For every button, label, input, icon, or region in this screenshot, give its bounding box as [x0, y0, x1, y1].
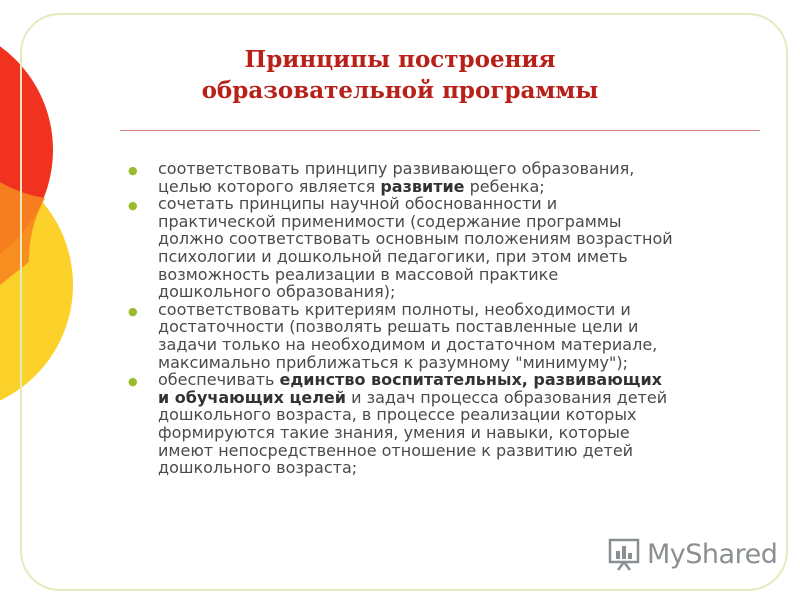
bullet-text: соответствовать принципу развивающего образования, [158, 159, 635, 178]
bullet-text: должно соответствовать основным положениям возрастной [158, 229, 673, 249]
bullet-line [158, 318, 768, 336]
bullet-line [158, 283, 768, 301]
bullet-line [158, 424, 768, 442]
bullet-line [158, 230, 768, 248]
bullet-line [158, 195, 768, 213]
bullet-line [158, 389, 768, 407]
bullet-text: и задач процесса образования детей [346, 387, 668, 407]
bullet-line [158, 213, 768, 231]
bullet-list [128, 160, 768, 477]
bullet-line [158, 371, 768, 389]
presentation-chart-icon [607, 537, 641, 571]
bullet-line [158, 160, 768, 178]
bullet-line [158, 266, 768, 284]
title-divider [120, 130, 760, 131]
bullet-dot-icon: ● [128, 164, 138, 177]
bullet-line [158, 301, 768, 319]
title-line-1: Принципы построения [244, 46, 556, 73]
bullet-text: целью которого является [158, 176, 381, 196]
bullet-line [158, 459, 768, 477]
bullet-text: ребенка; [464, 176, 545, 196]
bullet-text: психологии и дошкольной педагогики, при этом иметь [158, 246, 628, 266]
bold-text: развитие [380, 176, 465, 196]
bullet-dot-icon: ● [128, 375, 138, 389]
page-title [160, 44, 640, 106]
bullet-text: дошкольного образования); [158, 282, 396, 302]
bullet-text: обеспечивать [158, 370, 280, 390]
bullet-text: имеют непосредственное отношение к развитию детей [158, 440, 634, 460]
bullet-line [158, 336, 768, 354]
watermark-text: MyShared [647, 538, 778, 570]
bullet-item [128, 195, 768, 301]
title-line-2: образовательной программы [201, 77, 599, 104]
bullet-line [158, 248, 768, 266]
bullet-dot-icon: ● [128, 199, 138, 213]
bullet-item [128, 301, 768, 371]
bullet-text: сочетать принципы научной обоснованности и [158, 194, 558, 214]
bullet-text: дошкольного возраста, в процессе реализации которых [158, 405, 637, 425]
bullet-text: максимально приближаться к разумному "минимуму"); [158, 352, 628, 372]
bullet-text: достаточности (позволять решать поставленные цели и [158, 317, 639, 337]
bullet-dot-icon: ● [128, 304, 138, 318]
bullet-item [128, 160, 768, 195]
bullet-line [158, 178, 768, 196]
bullet-item [128, 371, 768, 477]
bullet-text: дошкольного возраста; [158, 458, 358, 478]
bullet-line [158, 406, 768, 424]
bold-text: единство воспитательных, развивающих [279, 370, 662, 390]
bold-text: и обучающих целей [158, 387, 346, 407]
bullet-text: задачи только на необходимом и достаточном материале, [158, 334, 658, 354]
watermark [607, 537, 777, 571]
bullet-line [158, 442, 768, 460]
bullet-text: возможность реализации в массовой практике [158, 264, 559, 284]
bullet-text: практической применимости (содержание программы [158, 211, 622, 231]
bullet-text: соответствовать критериям полноты, необходимости и [158, 299, 631, 319]
bullet-text: формируются такие знания, умения и навыки, которые [158, 422, 630, 442]
bullet-line [158, 354, 768, 372]
